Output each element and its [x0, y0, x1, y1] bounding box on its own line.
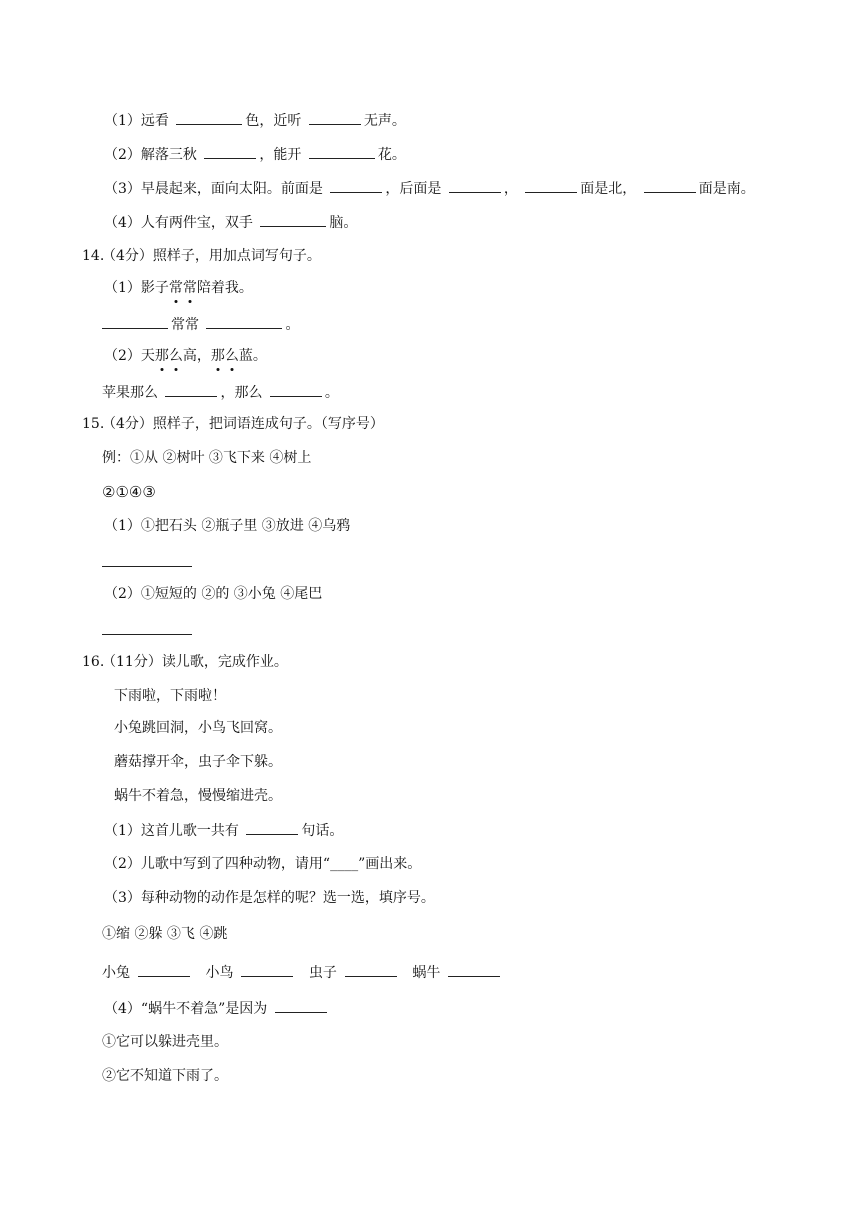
- example-text: 蓝。: [238, 348, 267, 364]
- q13-l3-text: 面是南。: [698, 181, 755, 197]
- q16-sub-4: [104, 998, 330, 1019]
- answer-blank[interactable]: [138, 962, 190, 977]
- q15-item-2-answer: [102, 620, 195, 641]
- answer-blank[interactable]: [204, 144, 256, 159]
- q13-l3-text: ，后面是: [385, 181, 442, 197]
- q16-choice-2: ②它不知道下雨了。: [102, 1068, 228, 1084]
- answer-blank[interactable]: [270, 382, 322, 397]
- answer-blank[interactable]: [525, 178, 577, 193]
- answer-blank[interactable]: [448, 962, 500, 977]
- q13-line-4: [104, 212, 357, 233]
- question-number: 16.: [82, 654, 105, 670]
- q16-choice-1: ①它可以躲进壳里。: [102, 1034, 228, 1050]
- q15-item-1: （1）①把石头 ②瓶子里 ③放进 ④乌鸦: [104, 518, 351, 534]
- q13-l4-text: （4）人有两件宝，双手: [104, 215, 253, 231]
- answer-blank[interactable]: [330, 178, 382, 193]
- q13-line-3: [104, 178, 755, 199]
- q13-line-2: [104, 144, 406, 165]
- dotted-char: 么: [224, 348, 239, 364]
- q13-l2-text: 花。: [377, 147, 406, 163]
- question-number: 14.: [82, 248, 105, 264]
- animal-label: 蜗牛: [412, 965, 441, 981]
- example-text: （2）天: [104, 348, 155, 364]
- answer-blank[interactable]: [275, 998, 327, 1013]
- q14-example-2: [104, 346, 267, 366]
- dotted-char: 那: [210, 348, 225, 364]
- answer-blank[interactable]: [102, 552, 192, 567]
- q13-l2-text: ，能开: [259, 147, 302, 163]
- question-number: 15.: [82, 416, 105, 432]
- q15-example-answer: ②①④③: [102, 483, 156, 501]
- q13-l3-text: （3）早晨起来，面向太阳。前面是: [104, 181, 323, 197]
- question-title: （4分）照样子，用加点词写句子。: [102, 248, 321, 264]
- poem-line: 蜗牛不着急，慢慢缩进壳。: [114, 788, 282, 804]
- poem-line: 小兔跳回洞，小鸟飞回窝。: [114, 720, 282, 736]
- q15-item-2: （2）①短短的 ②的 ③小兔 ④尾巴: [104, 586, 323, 602]
- poem-line: 蘑菇撑开伞，虫子伞下躲。: [114, 754, 282, 770]
- q14-answer-2: [102, 382, 339, 403]
- question-title: （4分）照样子，把词语连成句子。（写序号）: [102, 416, 384, 432]
- answer-blank[interactable]: [241, 962, 293, 977]
- answer-blank[interactable]: [206, 314, 282, 329]
- answer-blank[interactable]: [309, 144, 375, 159]
- q13-l4-text: 脑。: [329, 215, 358, 231]
- q16-sub-3: （3）每种动物的动作是怎样的呢？选一选，填序号。: [104, 890, 435, 906]
- poem-line: 下雨啦，下雨啦！: [114, 688, 226, 704]
- example-text: 高，: [182, 348, 211, 364]
- sub-question-text: （1）这首儿歌一共有: [104, 823, 239, 839]
- q16-sub-1: [104, 820, 343, 841]
- answer-text: 常常: [171, 317, 199, 333]
- answer-blank[interactable]: [246, 820, 298, 835]
- q13-l1-text: （1）远看: [104, 113, 169, 129]
- answer-text: ，那么: [220, 385, 263, 401]
- sub-question-text: 句话。: [301, 823, 344, 839]
- answer-blank[interactable]: [176, 110, 242, 125]
- answer-text: 。: [324, 385, 339, 401]
- q13-l3-text: ，: [503, 181, 518, 197]
- q13-l1-text: 色，近听: [245, 113, 302, 129]
- animal-label: 小鸟: [205, 965, 234, 981]
- q16-animal-blanks: [102, 962, 503, 983]
- question-16-heading: [82, 652, 288, 672]
- answer-text: 。: [285, 317, 300, 333]
- answer-blank[interactable]: [102, 620, 192, 635]
- question-title: （11分）读儿歌，完成作业。: [102, 654, 288, 670]
- q14-answer-1: [102, 314, 299, 335]
- dotted-char: 么: [168, 348, 183, 364]
- answer-blank[interactable]: [345, 962, 397, 977]
- animal-label: 小兔: [102, 965, 130, 981]
- dotted-char: 常: [168, 280, 183, 296]
- question-15-heading: [82, 414, 384, 434]
- answer-text: 苹果那么: [102, 385, 158, 401]
- answer-blank[interactable]: [102, 314, 168, 329]
- dotted-char: 常: [182, 280, 197, 296]
- q13-l2-text: （2）解落三秋: [104, 147, 197, 163]
- q16-sub-2: （2）儿歌中写到了四种动物，请用“____”画出来。: [104, 856, 422, 872]
- q13-l1-text: 无声。: [363, 113, 406, 129]
- answer-blank[interactable]: [309, 110, 361, 125]
- animal-label: 虫子: [308, 965, 337, 981]
- q15-item-1-answer: [102, 552, 195, 573]
- answer-blank[interactable]: [644, 178, 696, 193]
- answer-blank[interactable]: [449, 178, 501, 193]
- answer-blank[interactable]: [165, 382, 217, 397]
- q15-example: 例：①从 ②树叶 ③飞下来 ④树上: [102, 450, 312, 466]
- dotted-char: 那: [154, 348, 169, 364]
- q14-example-1: [104, 278, 253, 298]
- q16-options: ①缩 ②躲 ③飞 ④跳: [102, 926, 228, 942]
- q13-l3-text: 面是北，: [580, 181, 637, 197]
- question-14-heading: [82, 246, 321, 266]
- answer-blank[interactable]: [260, 212, 326, 227]
- example-text: （1）影子: [104, 280, 169, 296]
- q13-line-1: [104, 110, 406, 131]
- example-text: 陪着我。: [196, 280, 253, 296]
- sub-question-text: （4）“蜗牛不着急”是因为: [104, 1001, 268, 1017]
